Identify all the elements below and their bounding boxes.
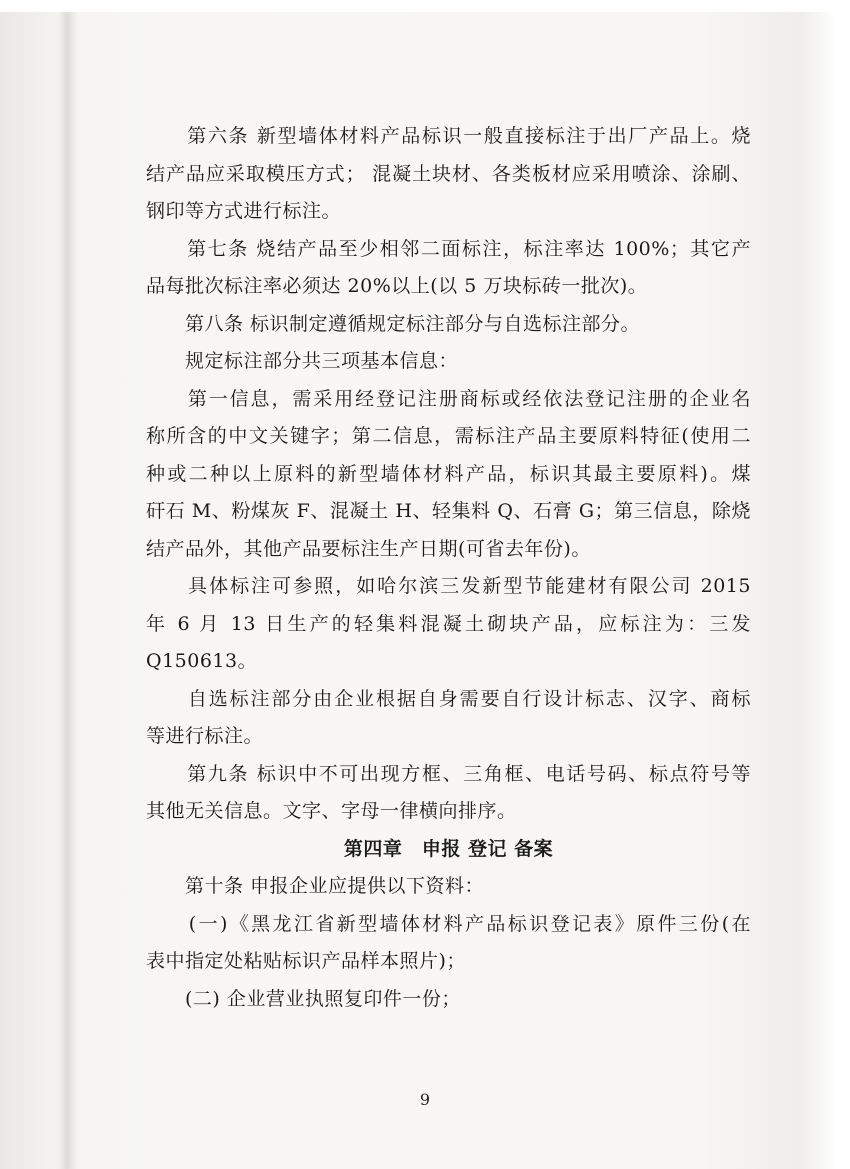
- page-right-edge: [834, 0, 850, 1169]
- text-line: 第一信息，需采用经登记注册商标或经依法登记注册的企业名: [146, 387, 751, 410]
- page-top-edge: [0, 0, 850, 12]
- text-line: Q150613。: [146, 650, 258, 672]
- text-line: (二) 企业营业执照复印件一份；: [146, 987, 461, 1010]
- text-line: 矸石 M、粉煤灰 F、混凝土 H、轻集料 Q、石膏 G；第三信息，除烧: [146, 500, 751, 522]
- text-line: 称所含的中文关键字；第二信息，需标注产品主要原料特征(使用二: [146, 425, 751, 447]
- text-line: 结产品外，其他产品要标注生产日期(可省去年份)。: [146, 537, 591, 560]
- text-line: 种或二种以上原料的新型墙体材料产品，标识其最主要原料)。煤: [146, 462, 751, 485]
- page-number: 9: [419, 1090, 431, 1109]
- text-line: 第六条 新型墙体材料产品标识一般直接标注于出厂产品上。烧: [146, 125, 751, 147]
- text-line: 第九条 标识中不可出现方框、三角框、电话号码、标点符号等: [146, 762, 751, 785]
- text-line: 具体标注可参照，如哈尔滨三发新型节能建材有限公司 2015: [146, 575, 751, 597]
- text-line: 年 6 月 13 日生产的轻集料混凝土砌块产品，应标注为：三发: [146, 612, 751, 635]
- text-line: 品每批次标注率必须达 20%以上(以 5 万块标砖一批次)。: [146, 275, 648, 297]
- text-line: 自选标注部分由企业根据自身需要自行设计标志、汉字、商标: [146, 687, 751, 710]
- text-line: 结产品应采取模压方式； 混凝土块材、各类板材应采用喷涂、涂刷、: [146, 162, 751, 185]
- text-line: 规定标注部分共三项基本信息：: [146, 350, 459, 372]
- text-line: 第八条 标识制定遵循规定标注部分与自选标注部分。: [146, 312, 641, 335]
- chapter-heading: 第四章 申报 登记 备案: [343, 837, 554, 860]
- binding-gutter-shadow: [58, 0, 78, 1169]
- text-line: 钢印等方式进行标注。: [146, 200, 342, 222]
- body-text: [146, 118, 751, 1018]
- text-line: 表中指定处粘贴标识产品样本照片)；: [146, 950, 466, 972]
- text-line: (一)《黑龙江省新型墙体材料产品标识登记表》原件三份(在: [146, 912, 751, 935]
- text-line: 第七条 烧结产品至少相邻二面标注，标注率达 100%；其它产: [146, 237, 751, 260]
- text-line: 其他无关信息。文字、字母一律横向排序。: [146, 800, 517, 822]
- text-line: 第十条 申报企业应提供以下资料：: [146, 875, 485, 897]
- text-line: 等进行标注。: [146, 725, 264, 747]
